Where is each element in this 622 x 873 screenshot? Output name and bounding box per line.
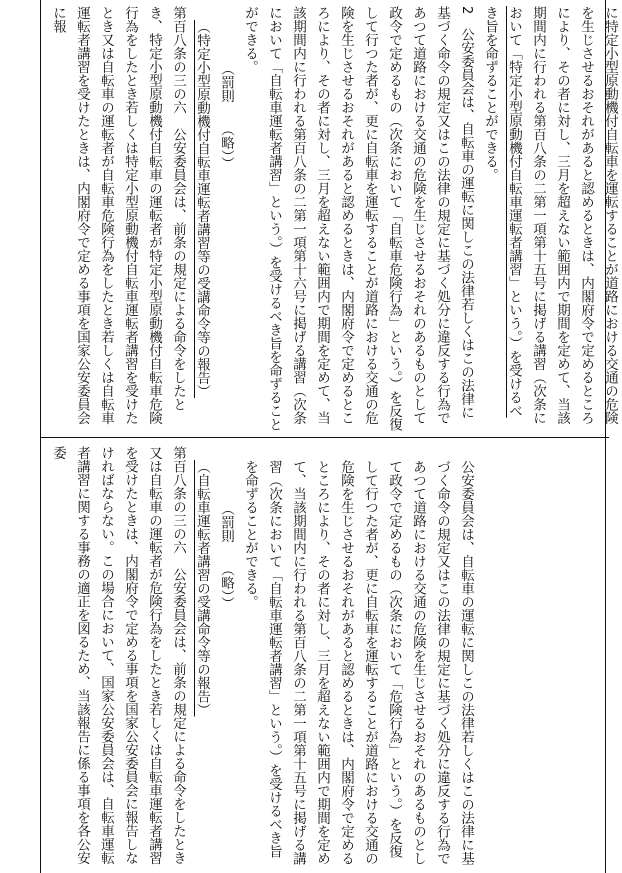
top-col-4: 期間内に行われる第百八条の二第一項第十五号に掲げる講習（次条に <box>530 6 546 425</box>
panel-divider <box>40 437 609 438</box>
paragraph-number: 2 <box>459 6 474 15</box>
bottom-penalty: （罰則 （略）） <box>218 502 234 610</box>
top-col-1: に特定小型原動機付自転車を運転することが道路における交通の危険 <box>602 6 618 425</box>
bottom-article-text: 第百八条の三の六 公安委員会は、前条の規定による命令をしたとき又は自転車の運転者が危険行為をしたとき若しくは自転車運転者講習を受けたときは、内閣府令で定める事項を国家公安委員会に報告しなければならない。この場合において、国家公安委員会は、自転車運転者講習に関する事務の適正を図るため、当該報告に係る事項を各公安委 <box>50 446 186 865</box>
top-article-text: 第百八条の三の六 公安委員会は、前条の規定による命令をしたとき、特定小型原動機付自転車の運転者が特定小型原動機付自転車危険行為をしたとき若しくは特定小型原動機付自転車運転者講習を受けたとき又は自転車の運転者が自転車危険行為をしたとき若しくは自転車運転者講習を受けたときは、内閣府令で定める事項を国家公安委員会に報 <box>50 6 186 425</box>
top-col-5: おいて「特定小型原動機付自転車運転者講習」という。）を受けるべ <box>506 6 522 418</box>
top-panel <box>46 6 618 432</box>
top-paragraph-2 <box>238 6 478 432</box>
top-col-2: を生じさせるおそれがあると認めるときは、内閣府令で定めるところ <box>578 6 594 425</box>
top-penalty: （罰則 （略）） <box>218 62 234 170</box>
top-col-3: により、その者に対し、三月を超えない範囲内で期間を定めて、当該 <box>554 6 570 425</box>
bottom-article-heading: （自転車運転者講習の受講命令等の報告） <box>194 460 210 717</box>
bottom-panel-text <box>46 446 478 870</box>
bottom-paragraph-1: 公安委員会は、自転車の運転に関しこの法律若しくはこの法律に基づく命令の規定又はこの法律の規定に基づく処分に違反する行為であつて道路における交通の危険を生じさせるおそれのあるものとして政令で定めるもの（次条において「危険行為」という。）を反復して行つた者が、更に自転車を運転することが道路における交通の危険を生じさせるおそれがあると認めるときは、内閣府令で定めるところにより、その者に対し、三月を超えない範囲内で期間を定めて、当該期間内に行われる第百八条の二第一項第十五号に掲げる講習（次条において「自転車運転者講習」という。）を受けるべき旨を命ずることができる。 <box>242 460 474 865</box>
top-paragraph-2-text: 公安委員会は、自転車の運転に関しこの法律若しくはこの法律に基づく命令の規定又はこの法律の規定に基づく処分に違反する行為であつて道路における交通の危険を生じさせるおそれのあるものとして政令で定めるもの（次条において「自転車危険行為」という。）を反復して行つた者が、更に自転車を運転することが道路における交通の危険を生じさせるおそれがあると認めるときは、内閣府令で定めるところにより、その者に対し、三月を超えない範囲内で期間を定めて、当該期間内に行われる第百八条の二第一項第十六号に掲げる講習（次条において「自転車運転者講習」という。）を受けるべき旨を命ずることができる。 <box>242 6 474 432</box>
top-panel-text <box>46 6 622 432</box>
top-col-6: き旨を命ずることができる。 <box>482 6 498 182</box>
top-article-heading: （特定小型原動機付自転車運転者講習等の受講命令等の報告） <box>194 20 210 398</box>
bottom-panel <box>46 446 602 870</box>
